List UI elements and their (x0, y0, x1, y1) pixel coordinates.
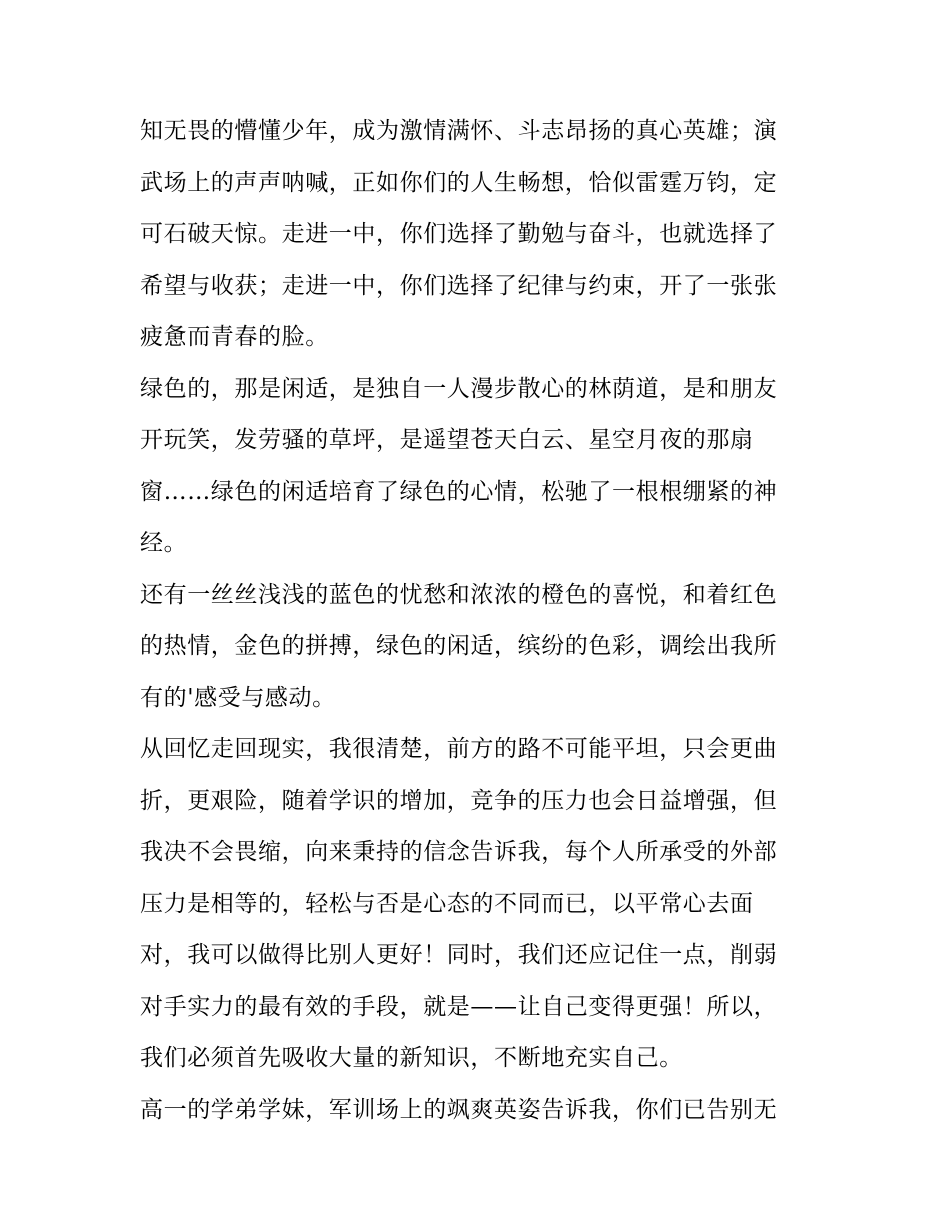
paragraph-5 (140, 1085, 812, 1137)
text-line: 从回忆走回现实，我很清楚，前方的路不可能平坦，只会更曲 (140, 736, 778, 762)
paragraph-1 (140, 106, 812, 364)
text-line: 武场上的声声呐喊，正如你们的人生畅想，恰似雷霆万钧，定 (140, 169, 778, 196)
text-line: 压力是相等的，轻松与否是心态的不同而已，以平常心去面 (140, 890, 754, 917)
text-line: 经。 (140, 530, 188, 556)
text-line: 我们必须首先吸收大量的新知识，不断地充实自己。 (140, 1045, 683, 1071)
paragraph-4 (140, 724, 812, 1085)
text-line: 对手实力的最有效的手段，就是——让自己变得更强！所以， (140, 993, 778, 1020)
text-line: 折，更艰险，随着学识的增加，竞争的压力也会日益增强，但 (140, 787, 778, 814)
document-body (140, 106, 812, 1136)
text-line: 我决不会畏缩，向来秉持的信念告诉我，每个人所承受的外部 (140, 839, 778, 865)
text-line: 对，我可以做得比别人更好！同时，我们还应记住一点，削弱 (140, 942, 778, 968)
text-line: 绿色的，那是闲适，是独自一人漫步散心的林荫道，是和朋友 (140, 375, 778, 402)
text-line: 希望与收获；走进一中，你们选择了纪律与约束，开了一张张 (140, 272, 778, 299)
text-line: 有的'感受与感动。 (140, 684, 336, 711)
text-line: 知无畏的懵懂少年，成为激情满怀、斗志昂扬的真心英雄；演 (140, 118, 778, 144)
text-line: 还有一丝丝浅浅的蓝色的忧愁和浓浓的橙色的喜悦，和着红色 (140, 581, 778, 608)
text-line: 疲惫而青春的脸。 (140, 324, 329, 350)
text-line: 窗……绿色的闲适培育了绿色的心情，松驰了一根根绷紧的神 (140, 478, 778, 505)
text-line: 开玩笑，发劳骚的草坪，是遥望苍天白云、星空月夜的那扇 (140, 427, 754, 453)
text-line: 高一的学弟学妹，军训场上的飒爽英姿告诉我，你们已告别无 (140, 1096, 778, 1123)
text-line: 可石破天惊。走进一中，你们选择了勤勉与奋斗，也就选择了 (140, 221, 778, 247)
text-line: 的热情，金色的拼搏，绿色的闲适，缤纷的色彩，调绘出我所 (140, 633, 778, 659)
paragraph-3 (140, 570, 812, 725)
paragraph-2 (140, 364, 812, 570)
